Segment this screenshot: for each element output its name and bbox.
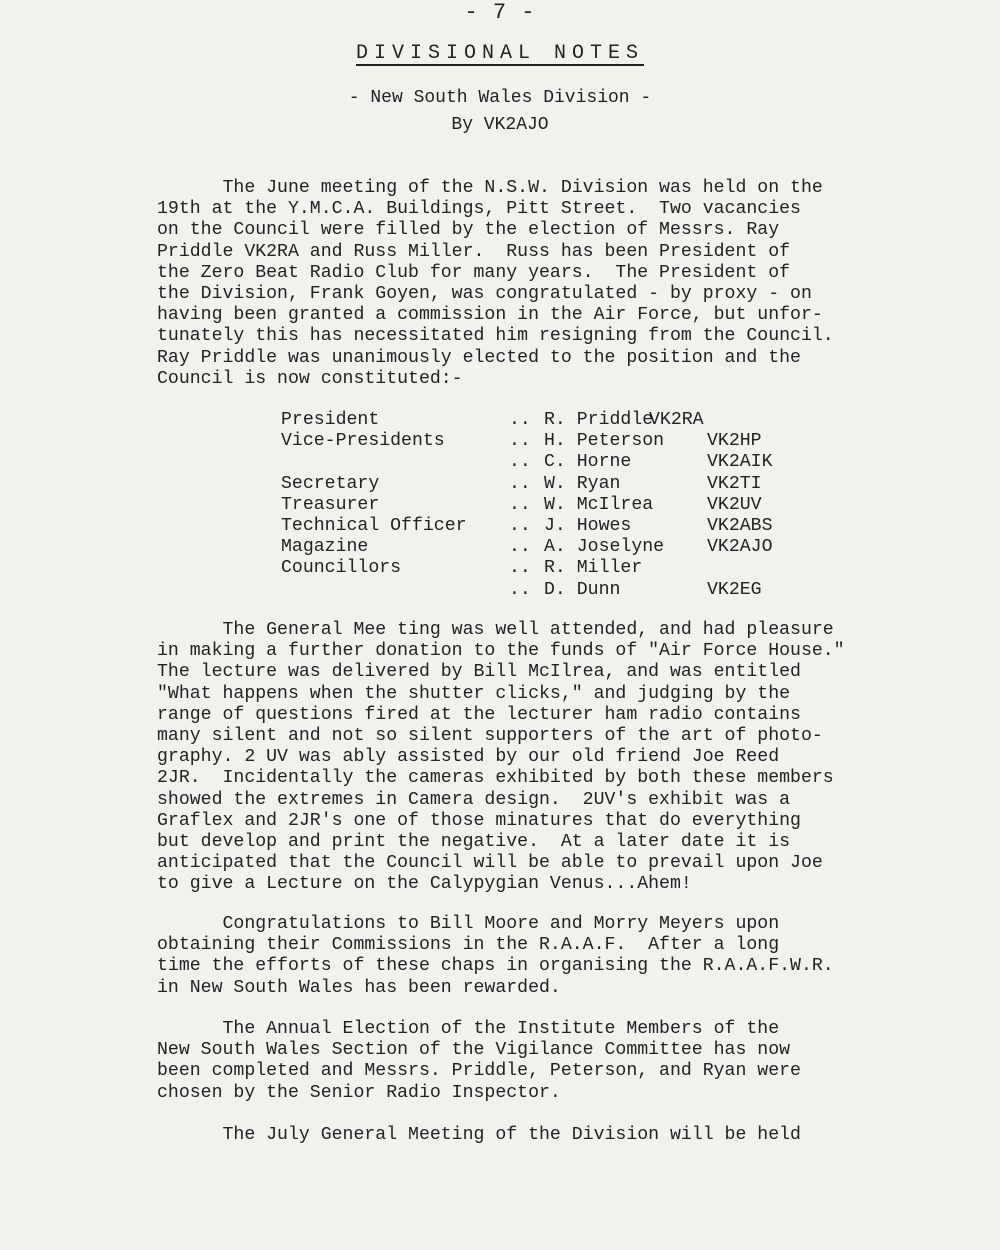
council-name: D. Dunn (544, 579, 621, 600)
paragraph-july-meeting: The July General Meeting of the Division will be held (157, 1125, 801, 1145)
council-leader-dots: .. (509, 579, 531, 600)
section-title: DIVISIONAL NOTES (355, 42, 645, 65)
council-row-secretary (281, 473, 762, 495)
council-callsign: VK2HP (707, 431, 762, 452)
council-list (281, 410, 773, 601)
council-leader-dots: .. (509, 452, 531, 473)
council-row-technical-officer (281, 515, 773, 537)
page-number: - 7 - (464, 0, 536, 25)
council-name: R. Priddle (544, 410, 654, 430)
council-row-vice-president-1 (281, 431, 762, 452)
council-leader-dots: .. (509, 431, 531, 452)
council-name: A. Joselyne (544, 537, 665, 558)
council-callsign: VK2EG (707, 579, 762, 600)
council-row-councillor-2 (281, 579, 762, 601)
council-callsign: VK2TI (707, 473, 762, 494)
council-callsign: VK2UV (707, 494, 762, 515)
council-row-vice-president-2 (281, 452, 773, 473)
council-leader-dots: .. (509, 410, 531, 430)
council-name: J. Howes (544, 515, 632, 536)
council-callsign: VK2ABS (707, 515, 773, 536)
council-name: W. McIlrea (544, 494, 654, 515)
paragraph-june-meeting: The June meeting of the N.S.W. Division was held on the 19th at the Y.M.C.A. Buildings, Pitt Street. Two vacancies on the Council were filled by the election of Messrs. Ray Priddle VK2RA and Russ Miller. Russ has been President of the Zero Beat Radio Club for many years. The President of the Division, Frank Goyen, was congratulated - by proxy - on having been granted a commission in the Air Force, but unfor- tunately this has necessitated him resigning from the Council. Ray Priddle was unanimously elected to the position and the Council is now constituted:- (157, 178, 834, 389)
council-role: Secretary (281, 473, 380, 494)
council-row-treasurer (281, 494, 762, 516)
byline: By VK2AJO (451, 115, 549, 135)
paragraph-vigilance-committee: The Annual Election of the Institute Members of the New South Wales Section of the Vigilance Committee has now been completed and Messrs. Priddle, Peterson, and Ryan were chosen by the Senior Radio Inspector. (157, 1019, 801, 1103)
council-role: Treasurer (281, 494, 380, 515)
paragraph-congratulations: Congratulations to Bill Moore and Morry Meyers upon obtaining their Commissions in the R.A.A.F. After a long time the efforts of these chaps in organising the R.A.A.F.W.R. in New South Wales has been rewarded. (157, 914, 834, 998)
council-leader-dots: .. (509, 515, 531, 536)
council-callsign: VK2AJO (707, 537, 773, 558)
council-row-president (281, 410, 704, 431)
council-leader-dots: .. (509, 494, 531, 515)
division-heading: - New South Wales Division - (348, 88, 652, 108)
council-callsign: VK2RA (649, 410, 704, 430)
council-name: W. Ryan (544, 473, 621, 494)
council-role: Vice-Presidents (281, 431, 445, 452)
council-callsign: VK2AIK (707, 452, 773, 473)
council-role: Magazine (281, 537, 369, 558)
council-role: Technical Officer (281, 515, 467, 536)
council-row-councillor-1 (281, 558, 643, 579)
council-leader-dots: .. (509, 537, 531, 558)
council-row-magazine (281, 537, 773, 558)
council-role: President (281, 410, 380, 430)
paragraph-general-meeting: The General Mee ting was well attended, and had pleasure in making a further donation to the funds of "Air Force House." The lecture was delivered by Bill McIlrea, and was entitled "What happens when the shutter clicks," and judging by the range of questions fired at the lecturer ham radio contains many silent and not so silent supporters of the art of photo- graphy. 2 UV was ably assisted by our old friend Joe Reed 2JR. Incidentally the cameras exhibited by both these members showed the extremes in Camera design. 2UV's exhibit was a Graflex and 2JR's one of those minatures that do everything but develop and print the negative. At a later date it is anticipated that the Council will be able to prevail upon Joe to give a Lecture on the Calypygian Venus...Ahem! (157, 620, 845, 895)
council-leader-dots: .. (509, 473, 531, 494)
council-name: R. Miller (544, 558, 643, 579)
council-name: C. Horne (544, 452, 632, 473)
council-leader-dots: .. (509, 558, 531, 579)
council-role: Councillors (281, 558, 402, 579)
council-name: H. Peterson (544, 431, 665, 452)
